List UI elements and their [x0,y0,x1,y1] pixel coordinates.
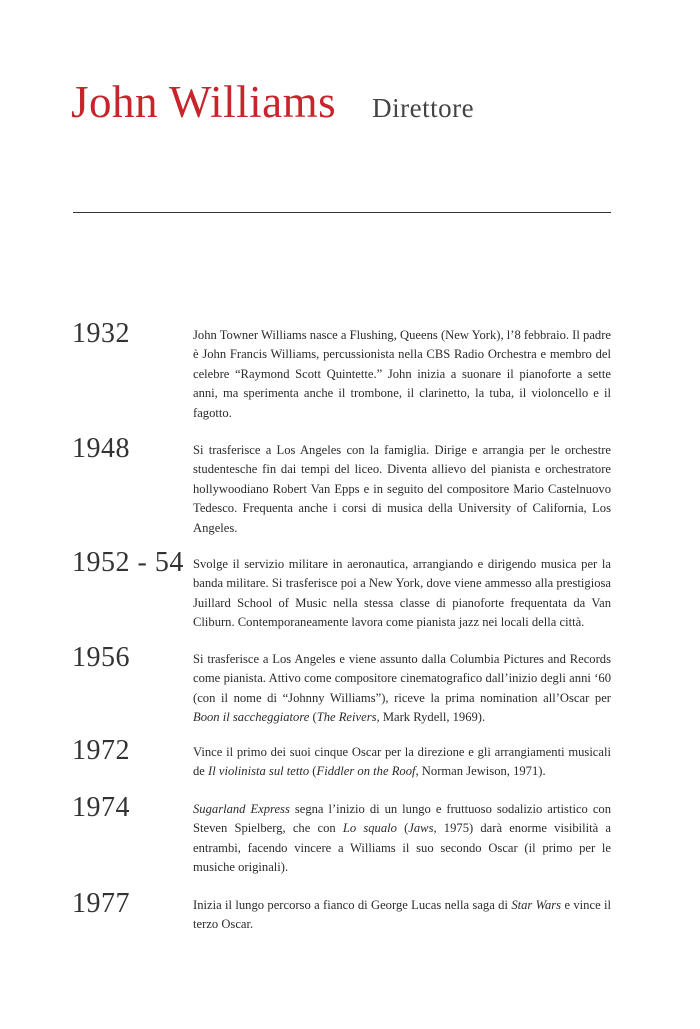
page-title: John Williams [71,77,337,127]
text-run: Inizia il lungo percorso a fianco di George Lucas nella saga di [193,898,512,912]
text-run: Si trasferisce a Los Angeles con la famiglia. Dirige e arrangia per le orchestre studentesche fin dai tempi del liceo. Diventa allievo del pianista e orchestratore hollywoodiano Robert Van Epps e in seguito del compositore Mario Castelnuovo Tedesco. Frequenta anche i corsi di musica della University of California, Los Angeles. [193,443,611,535]
italic-title: The Reivers [316,710,377,725]
text-run: , Norman Jewison, 1971). [415,764,546,779]
timeline-year: 1952 - 54 [72,547,184,578]
text-run: Vince il primo dei suoi cinque Oscar per la direzione e gli arrangiamenti musicali de [193,745,611,779]
text-run: segna l’inizio di un lungo e fruttuoso sodalizio artistico con Steven Spielberg, che con [193,802,612,836]
italic-title: Il violinista sul tetto [208,764,310,779]
timeline-year: 1974 [72,792,130,823]
timeline-year: 1948 [72,433,130,464]
timeline-year: 1932 [72,318,130,349]
timeline-text [193,800,611,878]
text-run: Si trasferisce a Los Angeles e viene assunto dalla Columbia Pictures and Records come pianista. Attivo come compositore cinematografico dall’inizio degli anni ‘60 (con il nome di “Johnny Williams”), riceve la prima nomination all’Oscar per [193,652,611,705]
italic-title: Fiddler on the Roof [316,764,416,779]
timeline-year: 1977 [72,888,130,919]
header-divider [73,212,611,213]
page-header [71,76,474,128]
text-run: , 1975) darà enorme visibilità a entrambi, facendo vincere a Williams il suo secondo Oscar (il primo per le musiche originali). [193,821,612,875]
timeline-text [193,326,611,423]
italic-title: Lo squalo [342,821,397,836]
timeline-text [193,743,611,782]
timeline-text [193,896,611,935]
text-run: e vince il terzo Oscar. [193,898,611,932]
page-subtitle: Direttore [372,93,475,123]
text-run: ( [309,764,317,779]
text-run: Svolge il servizio militare in aeronautica, arrangiando e dirigendo musica per la banda militare. Si trasferisce poi a New York, dove viene ammesso alla prestigiosa Juillard School of Music nella stessa classe di pianoforte frequentata da Van Cliburn. Contemporaneamente lavora come pianista jazz nei locali della città. [193,557,611,630]
italic-title: Boon il saccheggiatore [193,710,310,725]
italic-title: Jaws [408,821,434,836]
timeline-year: 1972 [72,735,130,766]
timeline-text [193,650,611,728]
text-run: John Towner Williams nasce a Flushing, Queens (New York), l’8 febbraio. Il padre è John Francis Williams, percussionista nella CBS Radio Orchestra e membro del celebre “Raymond Scott Quintette.” John inizia a suonare il pianoforte a sette anni, ma sperimenta anche il trombone, il clarinetto, la tuba, il violoncello e il fagotto. [193,328,611,420]
text-run: , Mark Rydell, 1969). [376,710,486,725]
italic-title: Sugarland Express [193,802,290,816]
text-run: ( [396,821,409,836]
timeline-year: 1956 [72,642,130,673]
text-run: ( [309,710,317,725]
italic-title: Star Wars [511,898,562,912]
timeline-text [193,555,611,633]
timeline-text [193,441,611,538]
